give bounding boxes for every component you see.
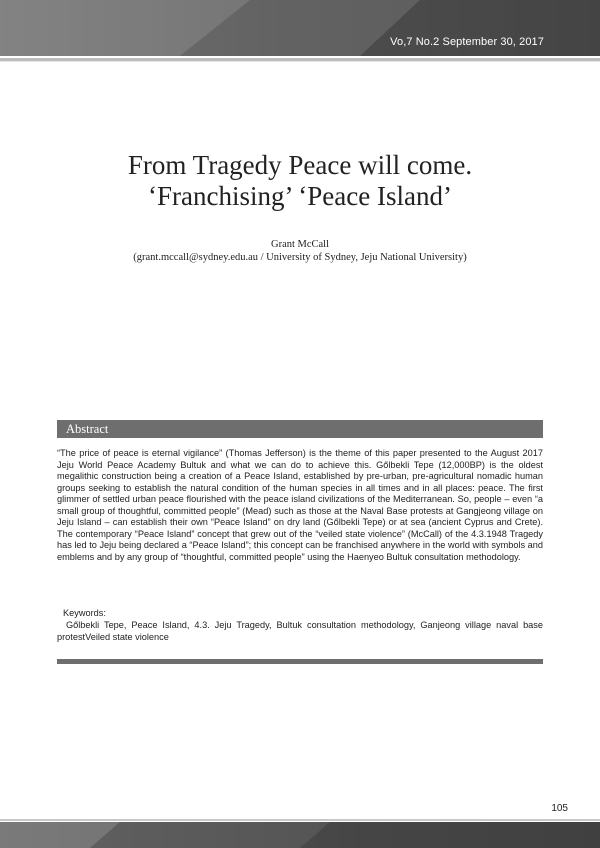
page-number: 105 [551,803,568,814]
title-line-2: ‘Franchising’ ‘Peace Island’ [148,181,452,211]
header-band [0,0,600,56]
author-name: Grant McCall [270,239,330,250]
footer-rule [0,819,600,821]
keywords-heading: Keywords: [63,608,106,618]
journal-issue: Vo,7 No.2 September 30, 2017 [390,36,544,48]
title-line-1: From Tragedy Peace will come. [127,150,473,180]
abstract-heading: Abstract [66,422,109,436]
footer-band [0,822,600,848]
abstract-heading-bar [57,420,543,438]
header-rule-thin [0,61,600,62]
footer-decoration [0,822,600,848]
abstract-body: “The price of peace is eternal vigilance” (Thomas Jefferson) is the theme of this paper presented to the August 2017 Jeju World Peace Academy Bultuk and what we can do to achieve this. Gőlbekli Tepe (12,000BP) is the oldest megalithic construction being a creation of a Peace Island, established by pre-urban, pre-agricultural nomadic human groups seeking to establish the natural condition of the human species in all times and in all places: peace. The first glimmer of settled urban peace flourished with the peace island civilizations of the Mediterranean. So, people – even “a small group of thoughtful, committed people” (Mead) such as those at the Naval Base protests at Gangjeong village on Jeju Island – can establish their own “Peace Island” on dry land (Gőlbekli Tepe) or at sea (ancient Cyprus and Crete). The contemporary “Peace Island” concept that grew out of the “veiled state violence” (McCall) of the 4.3.1948 Tragedy has led to Jeju being declared a “Peace Island”; this concept can be franchised anywhere in the world with symbols and emblems and by any group of “thoughtful, committed people” using the Haenyeo Bultuk consultation methodology. [57,448,543,562]
paper-title [0,150,600,212]
abstract-end-rule [57,659,543,664]
author-affiliation: (grant.mccall@sydney.edu.au / University of Sydney, Jeju National University) [133,252,467,263]
author-block [0,238,600,264]
keywords-list: Gőlbekli Tepe, Peace Island, 4.3. Jeju Tragedy, Bultuk consultation methodology, Ganjeong village naval base protestVeiled state violence [57,620,543,642]
